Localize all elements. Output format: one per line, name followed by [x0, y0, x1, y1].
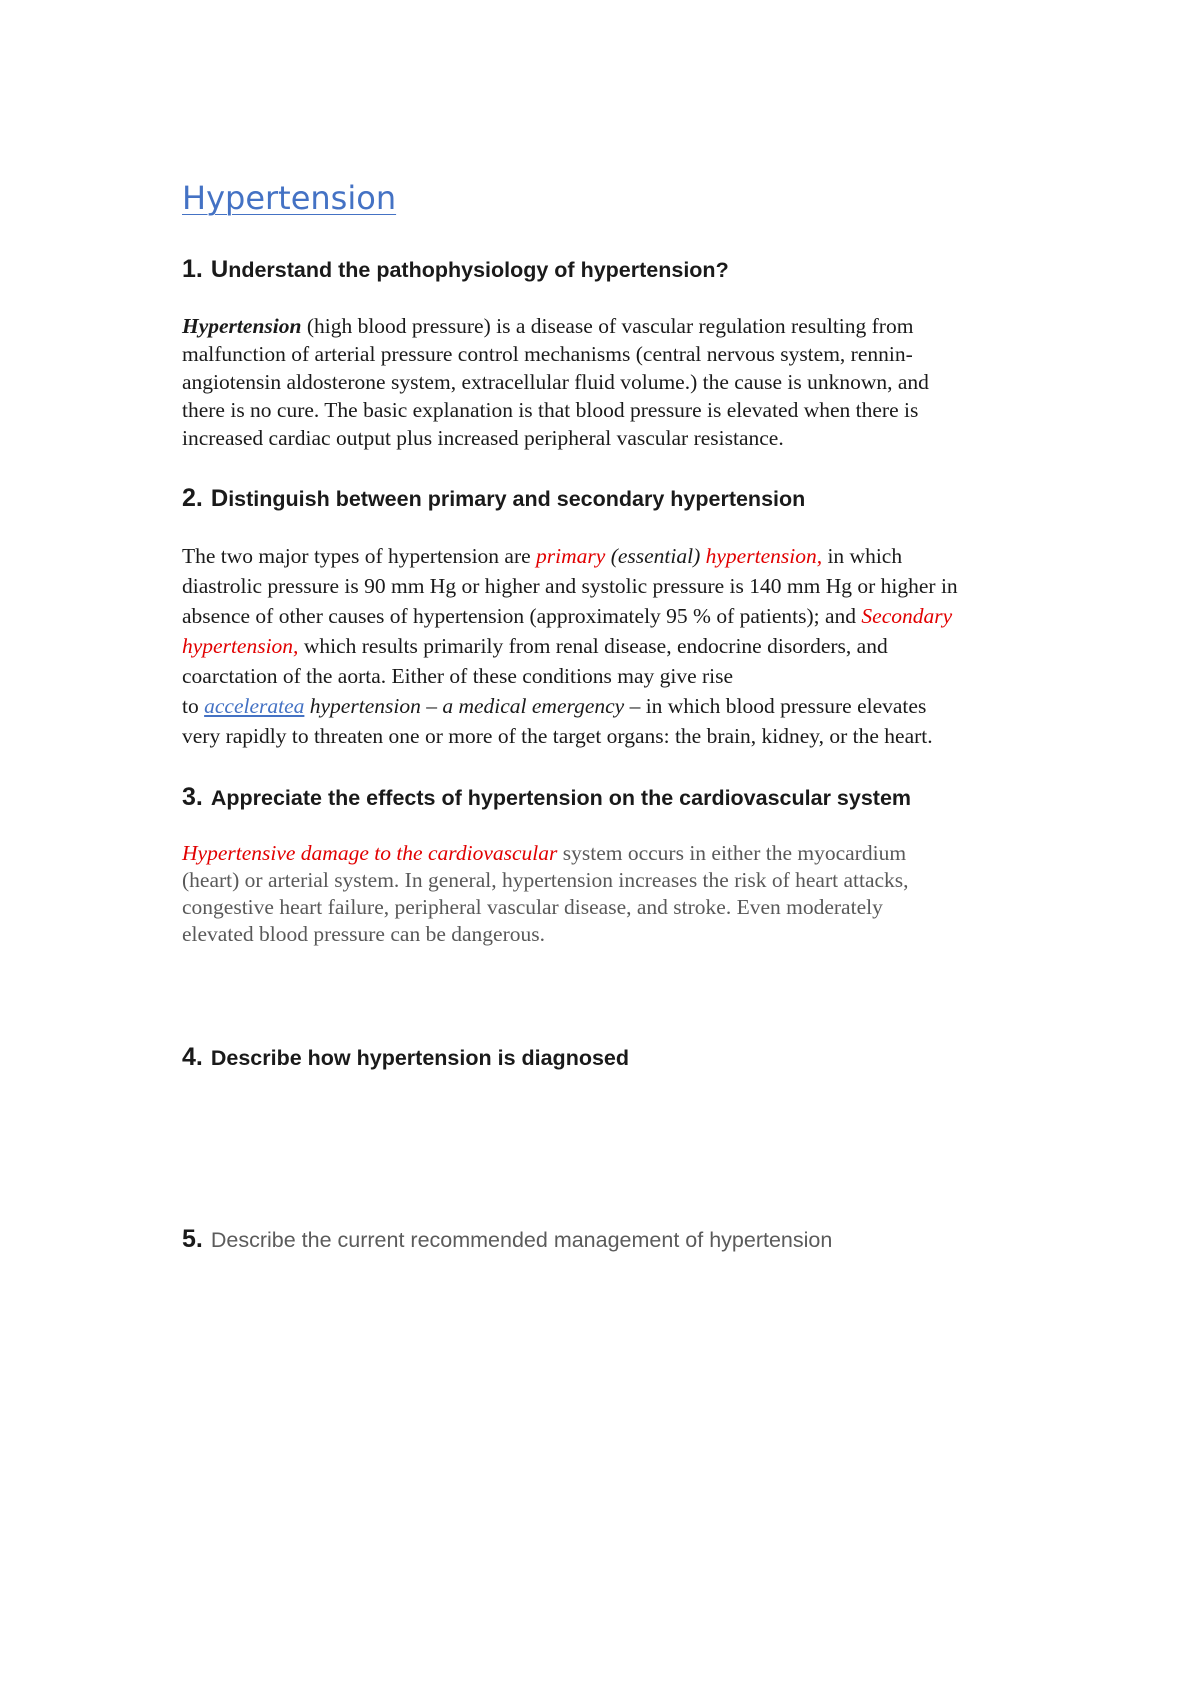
paragraph-line: congestive heart failure, peripheral vascular disease, and stroke. Even moderately	[182, 895, 883, 919]
paragraph-line: hypertension, which results primarily from renal disease, endocrine disorders, and	[182, 634, 888, 658]
section-1-heading	[182, 255, 729, 284]
section-number: 1.	[182, 255, 203, 283]
paragraph-line: absence of other causes of hypertension (approximately 95 % of patients); and Secondary	[182, 604, 953, 628]
paragraph-line: diastrolic pressure is 90 mm Hg or higher and systolic pressure is 140 mm Hg or higher in	[182, 574, 958, 598]
paragraph-line: coarctation of the aorta. Either of these conditions may give rise	[182, 664, 734, 688]
heading-text: Describe how hypertension is diagnosed	[210, 1046, 630, 1070]
section-2-paragraph	[182, 541, 1062, 751]
section-5-heading	[182, 1225, 832, 1254]
accelerated-link[interactable]: acceleratea	[204, 694, 305, 718]
term-hypertension: Hypertension	[182, 314, 302, 338]
paragraph-line: Hypertension (high blood pressure) is a disease of vascular regulation resulting from	[182, 314, 914, 338]
paragraph-line: very rapidly to threaten one or more of the target organs: the brain, kidney, or the heart.	[182, 724, 933, 748]
section-2-heading	[182, 484, 805, 513]
paragraph-line: elevated blood pressure can be dangerous.	[182, 922, 545, 946]
paragraph-line: The two major types of hypertension are primary (essential) hypertension, in which	[182, 544, 903, 568]
term-hypertensive-damage: Hypertensive damage to the cardiovascular	[182, 841, 558, 865]
heading-text: Appreciate the effects of hypertension on the cardiovascular system	[210, 786, 912, 810]
section-number: 3.	[182, 783, 203, 811]
section-number: 5.	[182, 1225, 203, 1253]
section-number: 2.	[182, 484, 203, 512]
paragraph-line: Hypertensive damage to the cardiovascular system occurs in either the myocardium	[182, 841, 907, 865]
section-3-heading	[182, 783, 911, 812]
paragraph-line: malfunction of arterial pressure control mechanisms (central nervous system, rennin-	[182, 342, 913, 366]
document-title: Hypertension	[182, 179, 397, 217]
heading-initial: D	[210, 485, 229, 512]
heading-initial: U	[210, 256, 229, 283]
paragraph-line: increased cardiac output plus increased peripheral vascular resistance.	[182, 426, 784, 450]
section-3-paragraph	[182, 840, 1062, 948]
heading-text: istinguish between primary and secondary hypertension	[228, 487, 806, 511]
paragraph-line: (heart) or arterial system. In general, hypertension increases the risk of heart attacks,	[182, 868, 909, 892]
term-primary: primary	[536, 544, 611, 568]
section-number: 4.	[182, 1043, 203, 1071]
paragraph-line: to acceleratea hypertension – a medical emergency – in which blood pressure elevates	[182, 694, 927, 718]
term-hypertension: hypertension,	[182, 634, 299, 658]
paragraph-line: there is no cure. The basic explanation is that blood pressure is elevated when there is	[182, 398, 919, 422]
paragraph-line: angiotensin aldosterone system, extracellular fluid volume.) the cause is unknown, and	[182, 370, 929, 394]
term-hypertension: hypertension,	[705, 544, 823, 568]
term-secondary: Secondary	[861, 604, 953, 628]
section-4-heading	[182, 1043, 629, 1072]
heading-text: nderstand the pathophysiology of hypertension?	[228, 258, 729, 282]
section-1-paragraph	[182, 312, 1062, 452]
heading-text: Describe the current recommended management of hypertension	[210, 1228, 833, 1252]
